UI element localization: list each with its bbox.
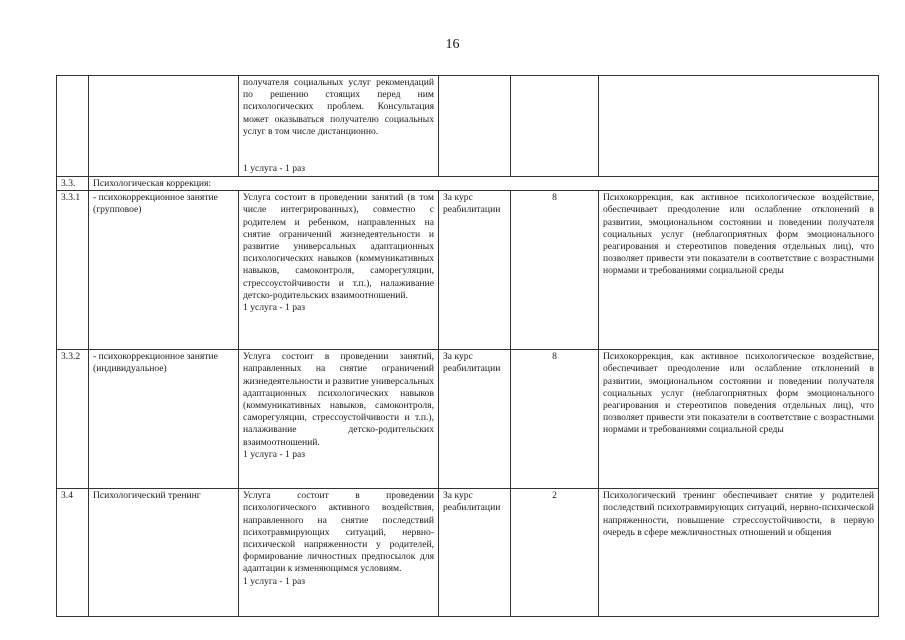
table-row — [57, 191, 879, 350]
indicator-cell — [599, 76, 879, 177]
service-description: Услуга состоит в проведении занятий (в том числе интегрированных), совместно с родителем и ребенком, направленных на снятие ограничений жизнедеятельности и развитие универсальных адаптационных психологических навыков (коммуникативных навыков, самоконтроля, саморегуляции, стрессоустойчивости и т.п.), налаживание детско-родительских взаимоотношений. — [243, 192, 434, 301]
period-cell — [439, 76, 511, 177]
section-code: 3.3. — [57, 177, 89, 191]
service-period: За курс реабилитации — [439, 191, 511, 350]
service-description: получателя социальных услуг рекомендаций по решению стоящих перед ним психологических проблем. Консультация может оказываться получателю социальных услуг в том числе дистанционно. — [243, 77, 434, 137]
service-name: Психологический тренинг — [89, 489, 239, 617]
service-code: 3.4 — [57, 489, 89, 617]
description-cell — [239, 489, 439, 617]
service-indicator: Психокоррекция, как активное психологическое воздействие, обеспечивает преодоление или ослабление отклонений в развитии, эмоциональном состоянии и поведении получателя социальных услуг (неблагоприятных форм эмоционального реагирования и стереотипов поведения отдельных лиц), что позволяет привести эти показатели в соответствие с возрастными нормами и требованиями социальной среды — [599, 191, 879, 350]
service-period: За курс реабилитации — [439, 350, 511, 489]
section-header-row — [57, 177, 879, 191]
service-description: Услуга состоит в проведении психологического активного воздействия, направленного на снятие последствий психотравмирующих ситуаций, нервно-психической напряженности у родителей, формирование личностных предпосылок для адаптации к изменяющимся условиям. — [243, 490, 434, 575]
table-row — [57, 350, 879, 489]
table-row — [57, 489, 879, 617]
service-indicator: Психологический тренинг обеспечивает снятие у родителей последствий психотравмирующих ситуаций, нервно-психической напряженности, повышение стрессоустойчивости, в первую очередь в сфере межличностных отношений и общения — [599, 489, 879, 617]
service-indicator: Психокоррекция, как активное психологическое воздействие, обеспечивает преодоление или ослабление отклонений в развитии, эмоциональном состоянии и поведении получателя социальных услуг (неблагоприятных форм эмоционального реагирования и стереотипов поведения отдельных лиц), что позволяет привести эти показатели в соответствие с возрастными нормами и требованиями социальной среды — [599, 350, 879, 489]
continuation-row — [57, 76, 879, 177]
service-name: - психокоррекционное занятие (индивидуальное) — [89, 350, 239, 489]
code-cell — [57, 76, 89, 177]
service-volume: 1 услуга - 1 раз — [243, 448, 306, 460]
section-title: Психологическая коррекция: — [89, 177, 879, 191]
description-cell — [239, 350, 439, 489]
description-cell — [239, 76, 439, 177]
service-volume: 1 услуга - 1 раз — [243, 302, 306, 314]
services-table — [56, 75, 879, 617]
service-volume: 1 услуга - 1 раз — [243, 163, 306, 174]
page-number: 16 — [445, 37, 460, 52]
name-cell — [89, 76, 239, 177]
service-volume: 1 услуга - 1 раз — [243, 575, 306, 587]
service-code: 3.3.2 — [57, 350, 89, 489]
count-cell — [511, 76, 599, 177]
service-description: Услуга состоит в проведении занятий, направленных на снятие ограничений жизнедеятельности и развитие универсальных адаптационных психологических навыков (коммуникативных навыков, самоконтроля, саморегуляции, стрессоустойчивости и т.п.), налаживание детско-родительских взаимоотношений. — [243, 351, 435, 448]
service-period: За курс реабилитации — [439, 489, 511, 617]
description-cell — [239, 191, 439, 350]
service-count: 8 — [511, 191, 599, 350]
service-code: 3.3.1 — [57, 191, 89, 350]
service-name: - психокоррекционное занятие (групповое) — [89, 191, 239, 350]
service-count: 8 — [511, 350, 599, 489]
service-count: 2 — [511, 489, 599, 617]
